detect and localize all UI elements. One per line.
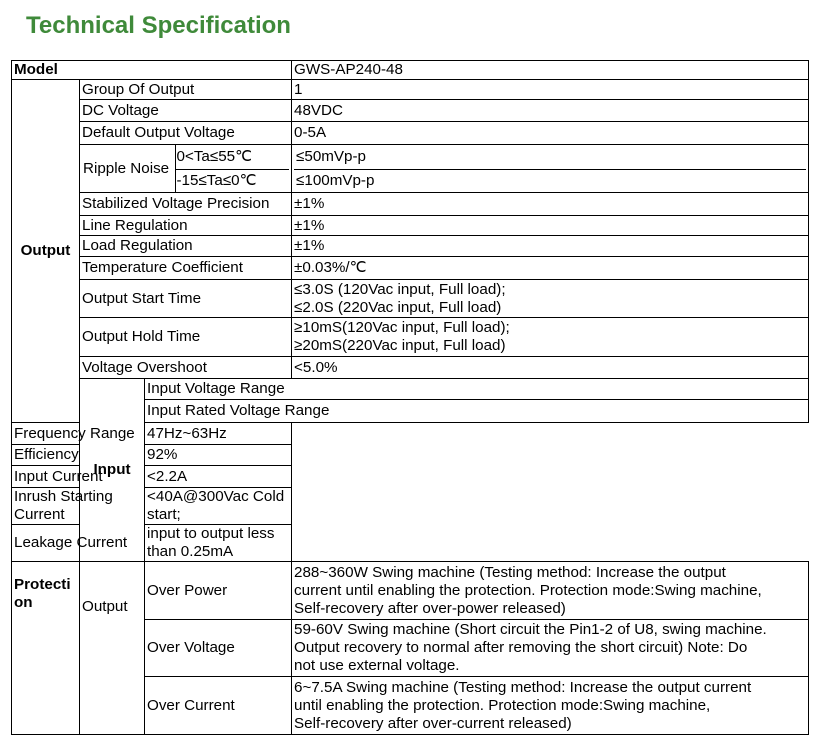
spec-value: <40A@300Vac Cold start; xyxy=(145,488,292,525)
spec-value xyxy=(292,677,809,735)
input-group-label: Input xyxy=(80,379,145,562)
spec-label: Voltage Overshoot xyxy=(80,357,292,379)
ripple-noise-cell xyxy=(80,145,292,193)
table-row xyxy=(12,122,809,145)
output-group-label: Output xyxy=(12,80,80,423)
table-row xyxy=(12,193,809,216)
spec-label: Temperature Coefficient xyxy=(80,257,292,280)
protection-group-label xyxy=(12,562,80,735)
spec-value: <5.0% xyxy=(292,357,809,379)
value-line: 59-60V Swing machine (Short circuit the Pin1-2 of U8, swing machine. xyxy=(294,621,767,638)
spec-label: Line Regulation xyxy=(80,216,292,236)
value-line: until enabling the protection. Protection mode:Swing machine, xyxy=(294,696,711,714)
table-row xyxy=(12,445,809,466)
spec-value xyxy=(292,620,809,677)
spec-value: ≤100mVp-p xyxy=(296,171,375,189)
table-row xyxy=(12,145,809,193)
protection-label-line: Protecti xyxy=(14,576,71,593)
table-row xyxy=(12,318,809,357)
spec-value: ±1% xyxy=(292,236,809,257)
spec-value: ±0.03%/℃ xyxy=(292,257,809,280)
spec-label: Ripple Noise xyxy=(82,145,175,192)
value-line: ≥10mS(120Vac input, Full load); xyxy=(294,319,510,336)
table-row xyxy=(12,280,809,318)
table-row xyxy=(12,100,809,122)
value-line: 6~7.5A Swing machine (Testing method: Increase the output current xyxy=(294,678,752,696)
value-line: not use external voltage. xyxy=(294,657,460,674)
table-row xyxy=(12,357,809,379)
ripple-values-subtable xyxy=(294,145,806,192)
spec-value xyxy=(292,318,809,357)
ripple-values-cell xyxy=(292,145,809,193)
model-label: Model xyxy=(12,61,292,80)
spec-value: 92% xyxy=(145,445,292,466)
spec-label: Input Current xyxy=(12,466,145,488)
spec-label: Frequency Range xyxy=(12,423,145,445)
spec-label: Load Regulation xyxy=(80,236,292,257)
spec-value: <2.2A xyxy=(145,466,292,488)
spec-label: Over Current xyxy=(145,677,292,735)
spec-label: Over Power xyxy=(145,562,292,620)
table-row xyxy=(12,216,809,236)
table-row xyxy=(12,525,809,562)
spec-label: Default Output Voltage xyxy=(80,122,292,145)
ripple-condition-1: 0<Ta≤55℃ xyxy=(175,145,289,169)
spec-table xyxy=(11,60,809,735)
spec-label: Input Rated Voltage Range xyxy=(145,400,809,423)
spec-label: Input Voltage Range xyxy=(145,379,809,400)
ripple-condition-2: -15≤Ta≤0℃ xyxy=(176,171,257,189)
spec-value: 48VDC xyxy=(292,100,809,122)
value-line: ≤2.0S (220Vac input, Full load) xyxy=(294,298,502,316)
value-line: Output recovery to normal after removing the short circuit) Note: Do xyxy=(294,639,748,656)
table-row xyxy=(12,257,809,280)
spec-value: input to output less than 0.25mA xyxy=(145,525,292,562)
value-line: current until enabling the protection. Protection mode:Swing machine, xyxy=(294,581,762,599)
value-line: Self-recovery after over-power released) xyxy=(294,599,566,617)
model-value: GWS-AP240-48 xyxy=(292,61,809,80)
spec-label: Inrush Starting Current xyxy=(12,488,145,525)
spec-value: ±1% xyxy=(292,193,809,216)
spec-label: Over Voltage xyxy=(145,620,292,677)
protection-label-line: on xyxy=(14,594,33,611)
value-line: Self-recovery after over-current released) xyxy=(294,714,572,732)
spec-value: 0-5A xyxy=(292,122,809,145)
table-row xyxy=(12,562,809,620)
table-row xyxy=(12,488,809,525)
page-title: Technical Specification xyxy=(26,12,291,39)
value-line: 288~360W Swing machine (Testing method: Increase the output xyxy=(294,563,726,581)
spec-label: Stabilized Voltage Precision xyxy=(80,193,292,216)
spec-label: Output Hold Time xyxy=(80,318,292,357)
table-row xyxy=(12,61,809,80)
protection-sub-label: Output xyxy=(80,562,145,735)
spec-value: ≤50mVp-p xyxy=(294,145,806,169)
value-line: ≤3.0S (120Vac input, Full load); xyxy=(294,280,506,298)
spec-label: Group Of Output xyxy=(80,80,292,100)
spec-value: 1 xyxy=(292,80,809,100)
spec-label: Leakage Current xyxy=(12,525,145,562)
spec-label: DC Voltage xyxy=(80,100,292,122)
table-row xyxy=(12,80,809,100)
table-row xyxy=(12,423,809,445)
spec-value: 47Hz~63Hz xyxy=(145,423,292,445)
ripple-noise-subtable xyxy=(82,145,289,192)
spec-label: Output Start Time xyxy=(80,280,292,318)
spec-value xyxy=(292,280,809,318)
table-row xyxy=(12,466,809,488)
spec-label: Efficiency xyxy=(12,445,145,466)
spec-value xyxy=(292,562,809,620)
table-row xyxy=(12,379,809,400)
value-line: ≥20mS(220Vac input, Full load) xyxy=(294,337,506,354)
table-row xyxy=(12,236,809,257)
spec-value: ±1% xyxy=(292,216,809,236)
